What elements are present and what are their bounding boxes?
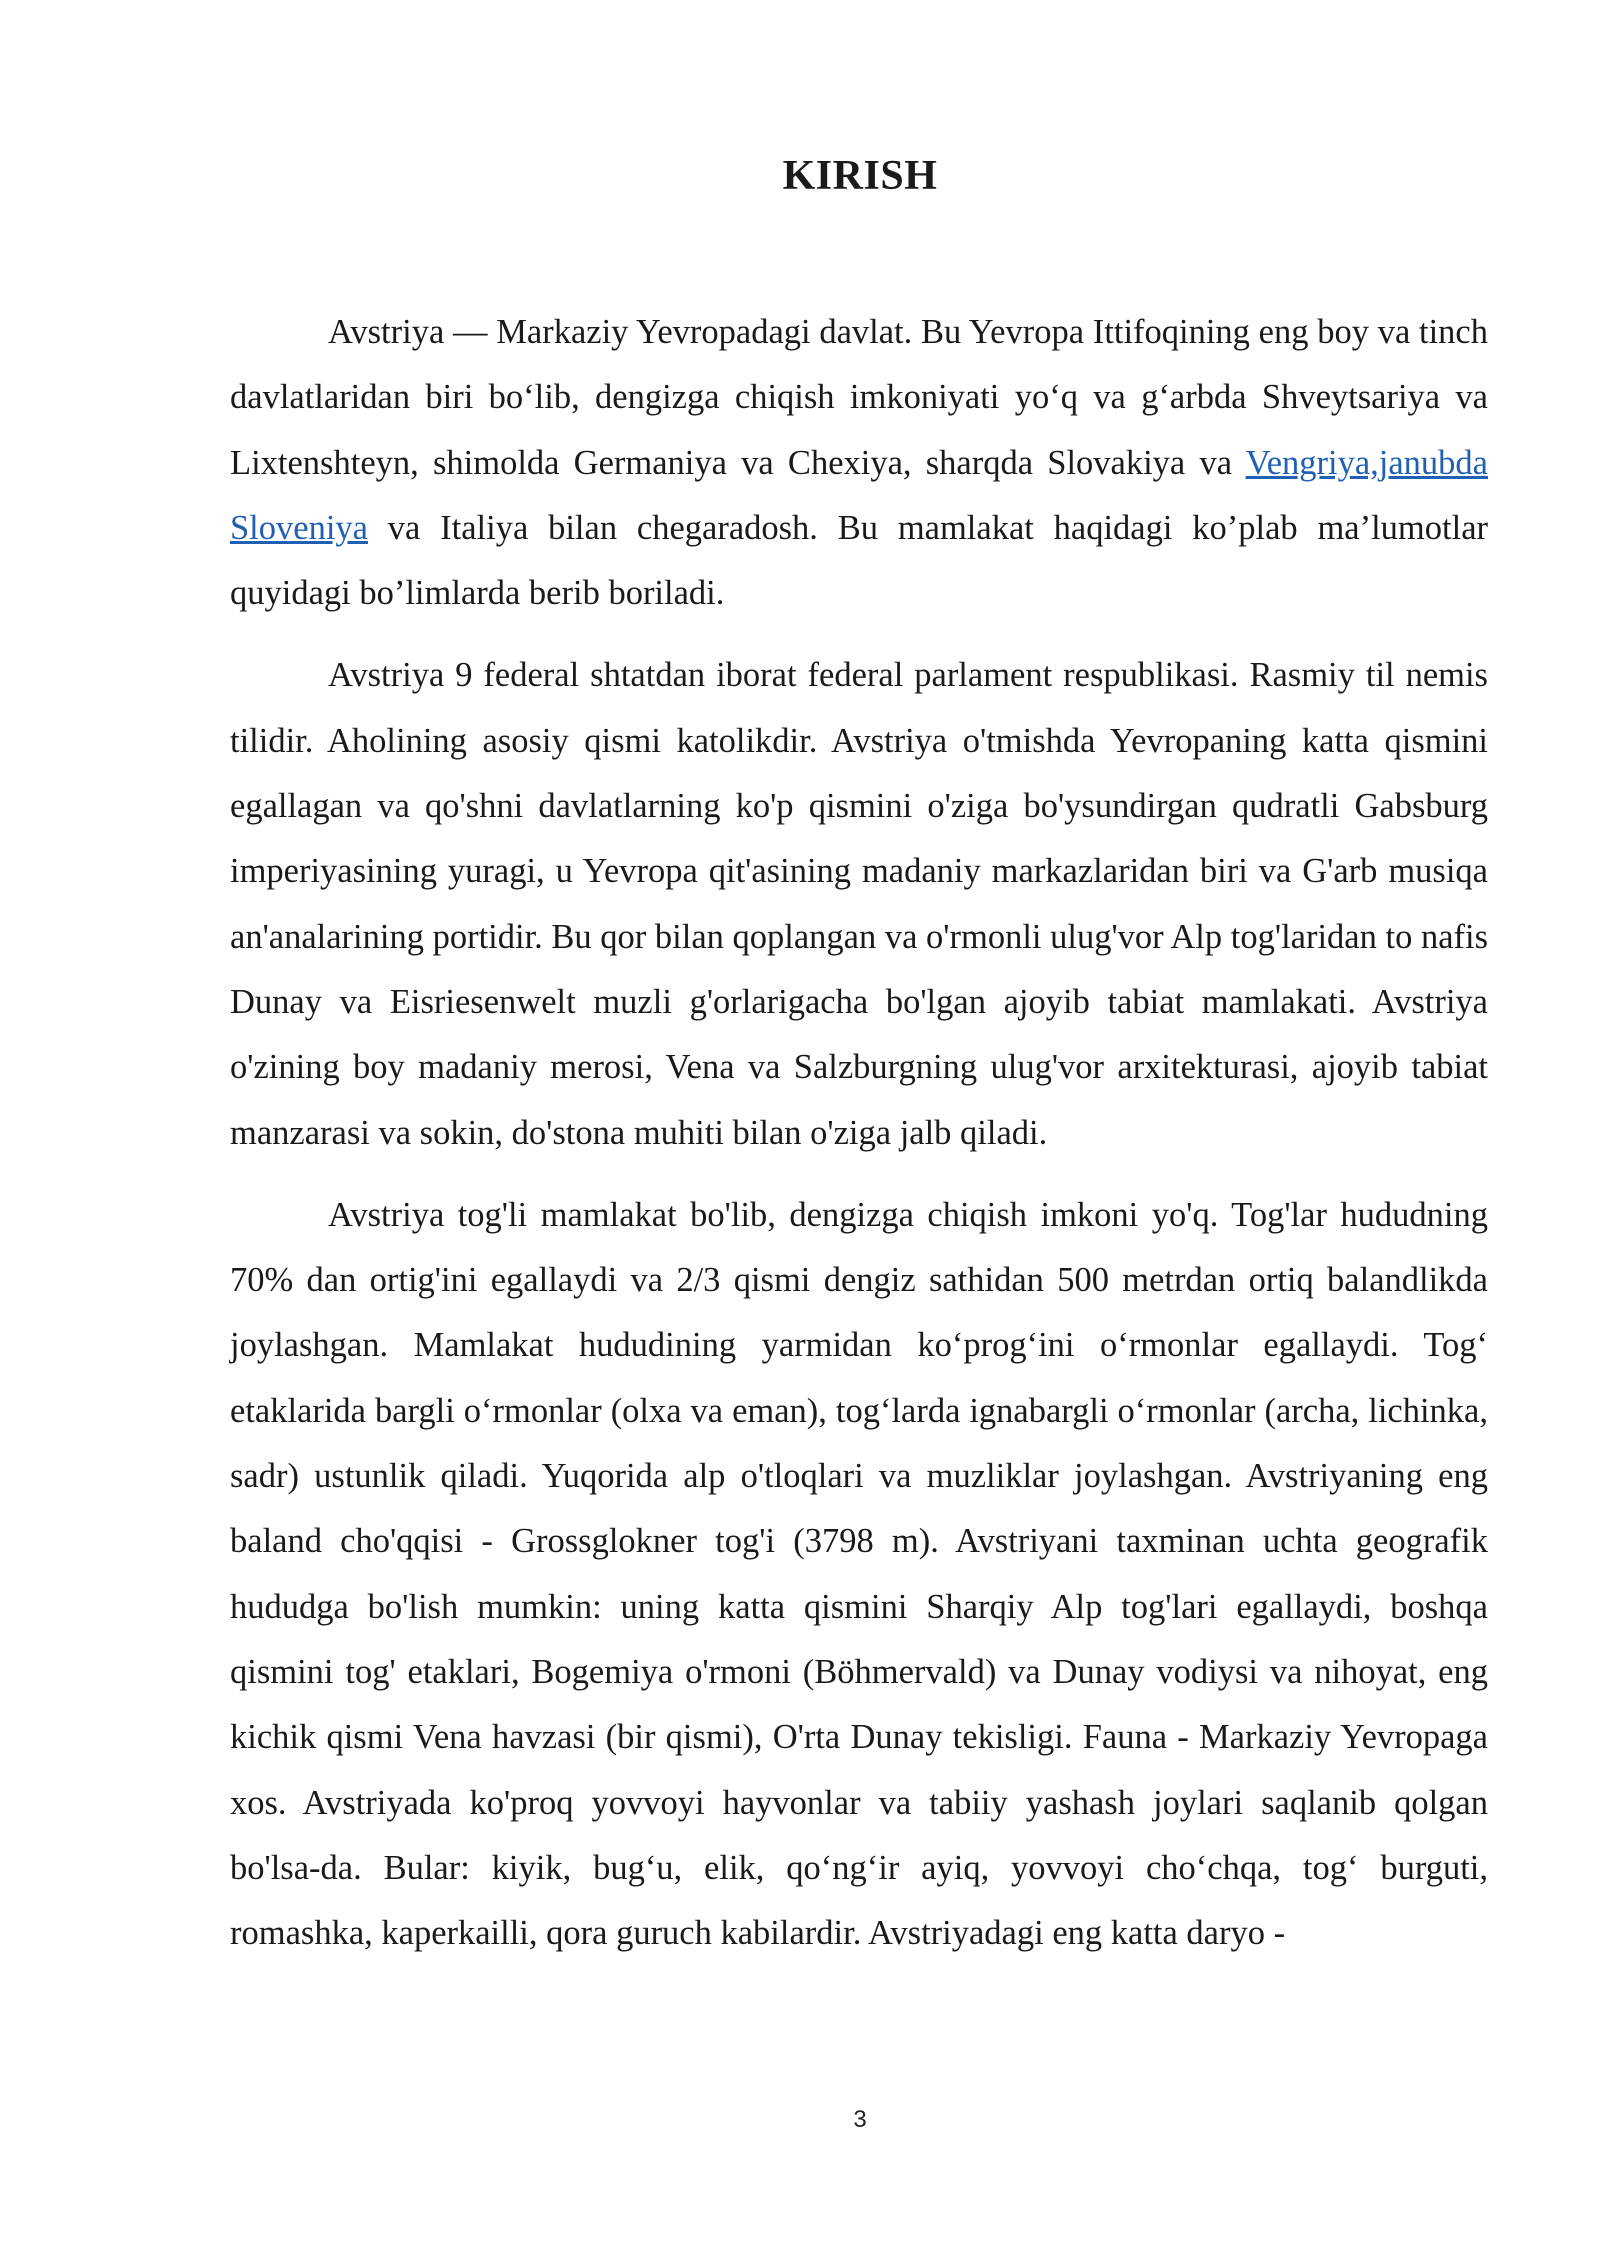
document-body xyxy=(230,300,1488,1983)
paragraph-2: Avstriya 9 federal shtatdan iborat federal parlament respublikasi. Rasmiy til nemis tilidir. Aholining asosiy qismi katolikdir. Avstriya o'tmishda Yevropaning katta qismini egallagan va qo'shni davlatlarning ko'p qismini o'ziga bo'ysundirgan qudratli Gabsburg imperiyasining yuragi, u Yevropa qit'asining madaniy markazlaridan biri va G'arb musiqa an'analarining portidir. Bu qor bilan qoplangan va o'rmonli ulug'vor Alp tog'laridan to nafis Dunay va Eisriesenwelt muzli g'orlarigacha bo'lgan ajoyib tabiat mamlakati. Avstriya o'zining boy madaniy merosi, Vena va Salzburgning ulug'vor arxitekturasi, ajoyib tabiat manzarasi va sokin, do'stona muhiti bilan o'ziga jalb qiladi. xyxy=(230,656,1489,1152)
page-title: KIRISH xyxy=(782,153,938,199)
paragraph-1-text-start: Avstriya — Markaziy Yevropadagi davlat. Bu Yevropa Ittifoqining eng boy va tinch davlatlaridan biri boʻlib, dengizga chiqish imkoniyati yoʻq va gʻarbda Shveytsariya va Lixtenshteyn, shimolda Germaniya va Chexiya, sharqda Slovakiya va xyxy=(230,313,1488,482)
paragraph-3: Avstriya tog'li mamlakat bo'lib, dengizga chiqish imkoni yo'q. Tog'lar hududning 70% dan ortig'ini egallaydi va 2/3 qismi dengiz sathidan 500 metrdan ortiq balandlikda joylashgan. Mamlakat hududining yarmidan koʻprogʻini oʻrmonlar egallaydi. Togʻ etaklarida bargli oʻrmonlar (olxa va eman), togʻlarda ignabargli oʻrmonlar (archa, lichinka, sadr) ustunlik qiladi. Yuqorida alp o'tloqlari va muzliklar joylashgan. Avstriyaning eng baland cho'qqisi - Grossglokner tog'i (3798 m). Avstriyani taxminan uchta geografik hududga bo'lish mumkin: uning katta qismini Sharqiy Alp tog'lari egallaydi, boshqa qismini tog' etaklari, Bogemiya o'rmoni (Böhmervald) va Dunay vodiysi va nihoyat, eng kichik qismi Vena havzasi (bir qismi), O'rta Dunay tekisligi. Fauna - Markaziy Yevropaga xos. Avstriyada ko'proq yovvoyi hayvonlar va tabiiy yashash joylari saqlanib qolgan bo'lsa-da. Bular: kiyik, bugʻu, elik, qoʻngʻir ayiq, yovvoyi choʻchqa, togʻ burguti, romashka, kaperkailli, qora guruch kabilardir. Avstriyadagi eng katta daryo - xyxy=(230,1195,1488,1953)
paragraph-1-text-end: va Italiya bilan chegaradosh. Bu mamlakat haqidagi ko’plab ma’lumotlar quyidagi bo’limlarda berib boriladi. xyxy=(230,508,1488,613)
paragraph-1 xyxy=(230,300,1488,626)
page-number: 3 xyxy=(853,2106,867,2133)
hyperlink-vengriya-sloveniya[interactable]: Vengriya,janubda Sloveniya xyxy=(230,443,1488,547)
